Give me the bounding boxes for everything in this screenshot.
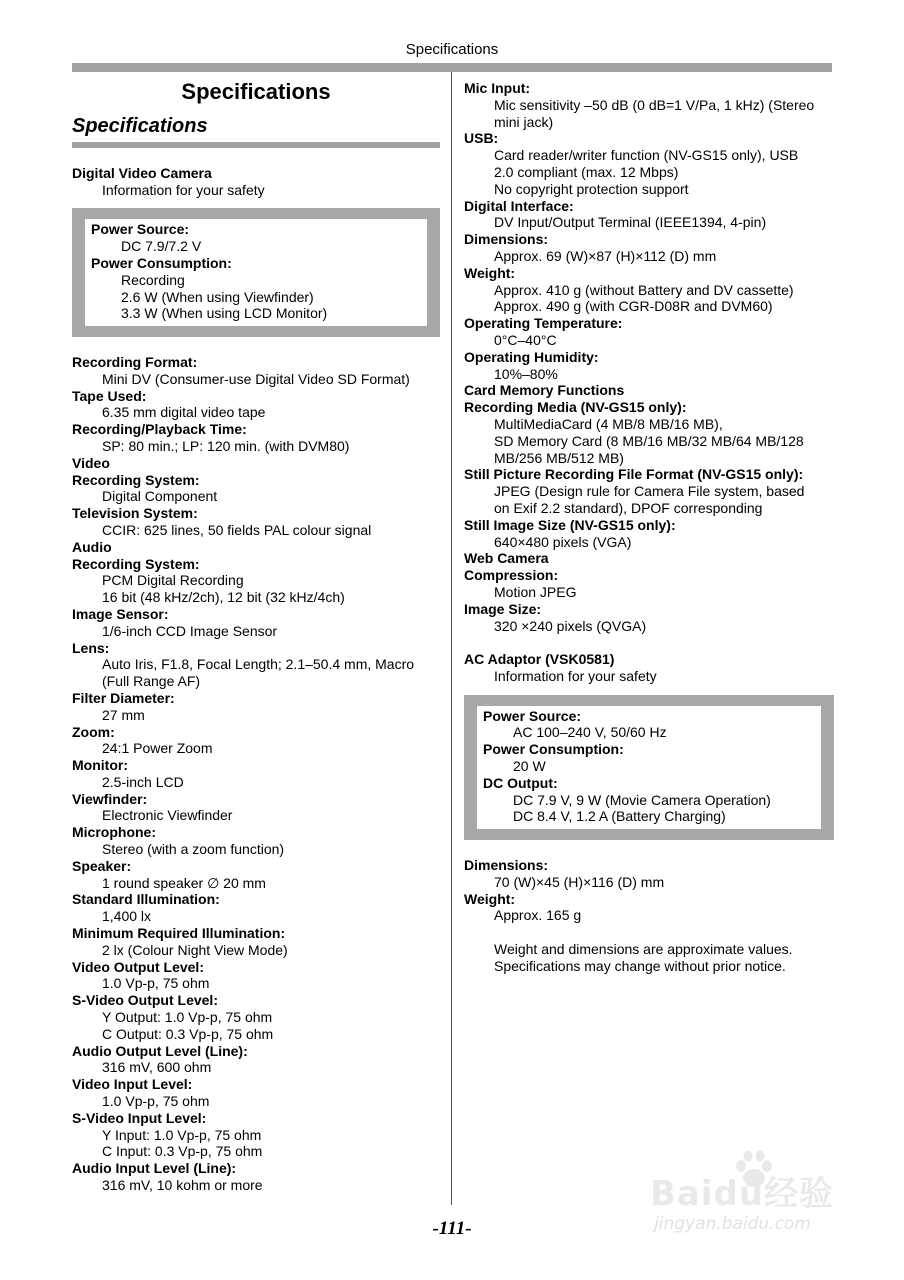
adaptor-power-consumption-value: 20 W — [513, 758, 546, 775]
dc-output-value: DC 7.9 V, 9 W (Movie Camera Operation) — [513, 791, 771, 808]
spec-label: Audio — [72, 538, 112, 555]
spec-label: Lens: — [72, 639, 110, 656]
spec-value: 1,400 lx — [102, 908, 152, 925]
camera-power-box-inner — [85, 219, 427, 326]
adaptor-power-source-label: Power Source: — [483, 707, 582, 724]
spec-value: 1/6-inch CCD Image Sensor — [102, 622, 278, 639]
spec-label: Recording/Playback Time: — [72, 421, 247, 438]
spec-value: 1.0 Vp-p, 75 ohm — [102, 975, 210, 992]
spec-value: Digital Component — [102, 488, 218, 505]
spec-label: Operating Humidity: — [464, 348, 599, 365]
spec-value: JPEG (Design rule for Camera File system, based — [494, 483, 805, 500]
spec-value: Y Input: 1.0 Vp-p, 75 ohm — [102, 1126, 262, 1143]
spec-value: 640×480 pixels (VGA) — [494, 533, 632, 550]
note-line: Specifications may change without prior notice. — [494, 957, 786, 974]
adaptor-power-source-value: AC 100–240 V, 50/60 Hz — [513, 724, 667, 741]
column-divider — [451, 72, 452, 1205]
spec-label: Recording Media (NV-GS15 only): — [464, 399, 687, 416]
spec-label: Microphone: — [72, 824, 156, 841]
spec-label: Video — [72, 454, 110, 471]
spec-label: Recording System: — [72, 555, 200, 572]
spec-value: 16 bit (48 kHz/2ch), 12 bit (32 kHz/4ch) — [102, 589, 345, 606]
power-consumption-label: Power Consumption: — [91, 254, 232, 271]
spec-value: 316 mV, 10 kohm or more — [102, 1177, 263, 1194]
power-consumption-value: 2.6 W (When using Viewfinder) — [121, 288, 314, 305]
spec-value: 27 mm — [102, 706, 145, 723]
spec-label: Recording Format: — [72, 353, 198, 370]
spec-value: 1.0 Vp-p, 75 ohm — [102, 1093, 210, 1110]
power-source-label: Power Source: — [91, 221, 190, 238]
adaptor-power-box — [464, 695, 834, 841]
adaptor-power-box-inner — [477, 706, 821, 830]
spec-label: Video Output Level: — [72, 958, 204, 975]
watermark-logo: Baidu经验 — [650, 1174, 835, 1214]
spec-value: C Input: 0.3 Vp-p, 75 ohm — [102, 1143, 263, 1160]
spec-value: Y Output: 1.0 Vp-p, 75 ohm — [102, 1009, 273, 1026]
running-head: Specifications — [405, 41, 499, 58]
spec-value: 320 ×240 pixels (QVGA) — [494, 617, 647, 634]
dc-output-label: DC Output: — [483, 774, 558, 791]
spec-label: Audio Input Level (Line): — [72, 1160, 237, 1177]
spec-value: 10%–80% — [494, 365, 558, 382]
spec-label: Mic Input: — [464, 80, 531, 96]
spec-label: Still Image Size (NV-GS15 only): — [464, 516, 676, 533]
spec-label: Image Size: — [464, 600, 542, 617]
adaptor-spec-list — [464, 857, 834, 924]
power-consumption-value: 3.3 W (When using LCD Monitor) — [121, 305, 328, 322]
spec-value: Auto Iris, F1.8, Focal Length; 2.1–50.4 mm, Macro — [102, 656, 415, 673]
spec-value: 70 (W)×45 (H)×116 (D) mm — [494, 873, 665, 890]
spec-label: Operating Temperature: — [464, 315, 623, 332]
section-title: Specifications — [72, 115, 208, 137]
spec-value: No copyright protection support — [494, 180, 689, 197]
spec-label: Video Input Level: — [72, 1076, 193, 1093]
camera-safety: Information for your safety — [102, 181, 265, 198]
spec-value: MultiMediaCard (4 MB/8 MB/16 MB), — [494, 415, 723, 432]
spec-label: Viewfinder: — [72, 790, 148, 807]
spec-label: Filter Diameter: — [72, 689, 175, 706]
spec-value: 24:1 Power Zoom — [102, 740, 213, 757]
spec-label: Minimum Required Illumination: — [72, 925, 286, 942]
spec-value: Electronic Viewfinder — [102, 807, 233, 824]
spec-label: Tape Used: — [72, 387, 147, 404]
dc-output-value: DC 8.4 V, 1.2 A (Battery Charging) — [513, 808, 726, 825]
spec-label: Card Memory Functions — [464, 382, 625, 399]
header-rule — [72, 63, 832, 72]
spec-value: Approx. 490 g (with CGR-D08R and DVM60) — [494, 298, 773, 315]
spec-value: PCM Digital Recording — [102, 572, 244, 589]
spec-value: CCIR: 625 lines, 50 fields PAL colour signal — [102, 521, 372, 538]
spec-label: Still Picture Recording File Format (NV-GS15 only): — [464, 466, 804, 483]
spec-value: 6.35 mm digital video tape — [102, 404, 266, 421]
camera-spec-list — [72, 354, 440, 1194]
spec-value: MB/256 MB/512 MB) — [494, 449, 624, 466]
spec-label: Speaker: — [72, 857, 132, 874]
spec-value: Card reader/writer function (NV-GS15 only), USB — [494, 147, 799, 164]
spec-value: 316 mV, 600 ohm — [102, 1059, 212, 1076]
spec-value: Approx. 410 g (without Battery and DV cassette) — [494, 281, 794, 298]
spec-label: Dimensions: — [464, 231, 549, 248]
spec-label: S-Video Input Level: — [72, 1109, 207, 1126]
spec-value: C Output: 0.3 Vp-p, 75 ohm — [102, 1025, 274, 1042]
camera-spec-list-continued — [464, 80, 834, 634]
spec-label: Compression: — [464, 567, 559, 584]
spec-value: Stereo (with a zoom function) — [102, 841, 285, 858]
camera-heading: Digital Video Camera — [72, 164, 212, 181]
watermark — [650, 1150, 850, 1250]
spec-value: Mini DV (Consumer-use Digital Video SD Format) — [102, 370, 410, 387]
adaptor-safety: Information for your safety — [494, 667, 657, 684]
adaptor-heading: AC Adaptor (VSK0581) — [464, 651, 615, 668]
right-column — [464, 80, 834, 975]
spec-label: Weight: — [464, 890, 516, 907]
note-line: Weight and dimensions are approximate values. — [494, 941, 793, 958]
spec-value: (Full Range AF) — [102, 673, 201, 690]
spec-label: Web Camera — [464, 550, 549, 567]
spec-value: 0°C–40°C — [494, 331, 557, 348]
spec-label: Recording System: — [72, 471, 200, 488]
spec-value: Mic sensitivity –50 dB (0 dB=1 V/Pa, 1 kHz) (Stereo — [494, 96, 815, 113]
spec-label: Standard Illumination: — [72, 891, 220, 908]
spec-value: SD Memory Card (8 MB/16 MB/32 MB/64 MB/128 — [494, 432, 804, 449]
watermark-url: jingyan.baidu.com — [654, 1214, 811, 1234]
spec-value: DV Input/Output Terminal (IEEE1394, 4-pin) — [494, 214, 767, 231]
spec-label: Weight: — [464, 264, 516, 281]
spec-value: 2 lx (Colour Night View Mode) — [102, 941, 288, 958]
spec-label: Dimensions: — [464, 857, 549, 874]
spec-value: on Exif 2.2 standard), DPOF corresponding — [494, 499, 763, 516]
spec-value: 2.5-inch LCD — [102, 773, 184, 790]
spec-value: 2.0 compliant (max. 12 Mbps) — [494, 163, 679, 180]
spec-value: Approx. 165 g — [494, 907, 582, 924]
page-number: -111- — [432, 1218, 472, 1239]
spec-value: mini jack) — [494, 113, 554, 130]
adaptor-power-consumption-label: Power Consumption: — [483, 741, 624, 758]
spec-label: USB: — [464, 130, 499, 147]
spec-value: SP: 80 min.; LP: 120 min. (with DVM80) — [102, 437, 350, 454]
page-title: Specifications — [181, 79, 331, 104]
spec-label: Image Sensor: — [72, 605, 169, 622]
spec-label: Monitor: — [72, 757, 128, 774]
power-source-value: DC 7.9/7.2 V — [121, 238, 202, 255]
left-column — [72, 74, 440, 1194]
spec-label: Audio Output Level (Line): — [72, 1042, 248, 1059]
spec-value: 1 round speaker ∅ 20 mm — [102, 874, 266, 891]
spec-value: Approx. 69 (W)×87 (H)×112 (D) mm — [494, 247, 717, 264]
power-consumption-value: Recording — [121, 271, 185, 288]
spec-label: S-Video Output Level: — [72, 992, 218, 1009]
spec-value: Motion JPEG — [494, 583, 577, 600]
spec-label: Digital Interface: — [464, 197, 574, 214]
camera-power-box — [72, 208, 440, 337]
spec-label: Zoom: — [72, 723, 115, 740]
spec-label: Television System: — [72, 505, 198, 522]
